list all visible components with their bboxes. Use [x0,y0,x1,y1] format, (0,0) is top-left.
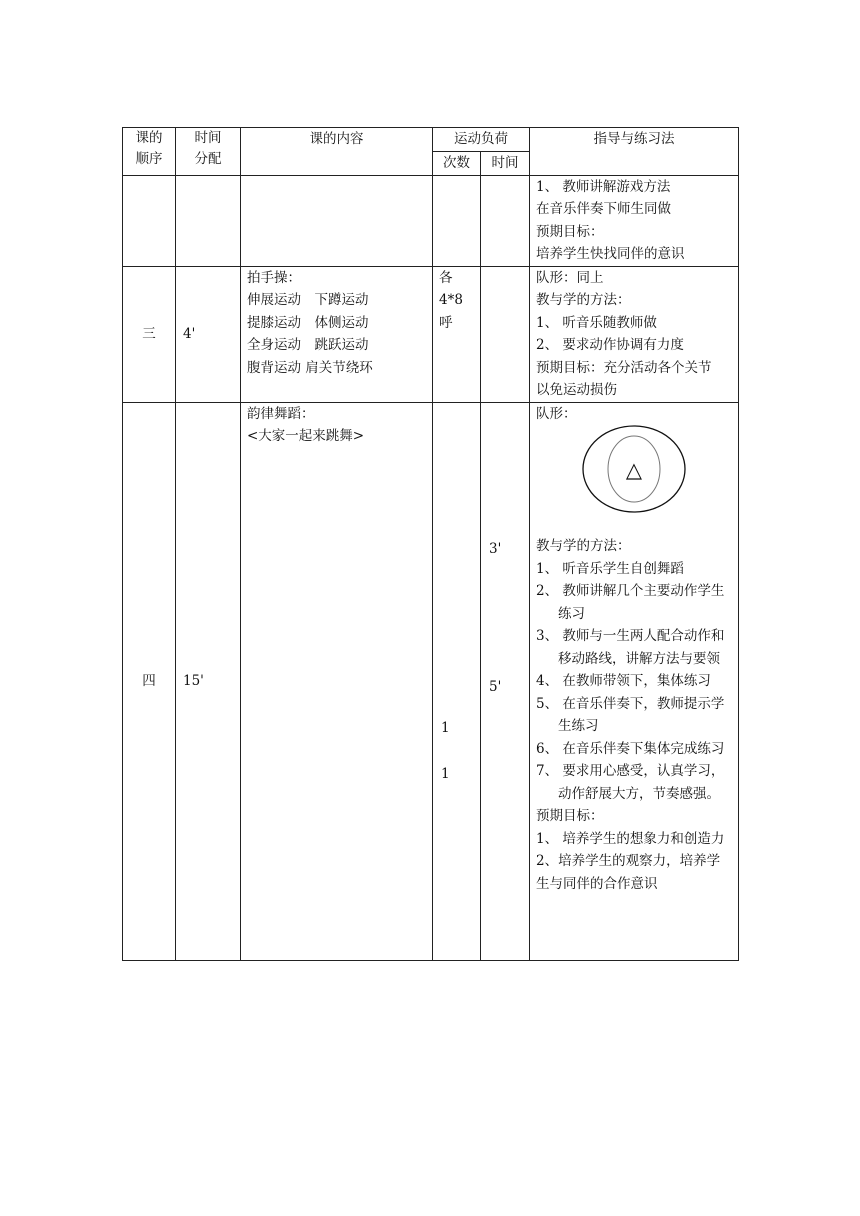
header-duration: 时间 [481,152,530,176]
lesson-plan-table [122,127,739,961]
formation-circles-icon [582,425,686,531]
header-row [123,128,739,152]
content-cell [241,175,433,266]
duration-cell [481,402,530,960]
count-cell: 各 4*8 呼 [433,266,481,402]
method-cell: 1、 教师讲解游戏方法 在音乐伴奏下师生同做 预期目标： 培养学生快找同伴的意识 [530,175,739,266]
header-time: 时间 分配 [176,128,241,176]
order-cell [123,175,176,266]
header-method: 指导与练习法 [530,128,739,176]
header-load: 运动负荷 [433,128,530,152]
method-cell: 队形：同上 教与学的方法： 1、 听音乐随教师做 2、 要求动作协调有力度 预期目标：充分活动各个关节 以免运动损伤 [530,266,739,402]
count-cell [433,402,481,960]
header-order: 课的 顺序 [123,128,176,176]
order-cell: 四 [123,402,176,960]
duration-cell [481,266,530,402]
table-row-4 [123,402,739,960]
time-cell: 15' [176,402,241,960]
header-count: 次数 [433,152,481,176]
method-cell: 队形： △ 教与学的方法： 1、 听音乐学生自创舞蹈 2、 教师讲解几个主要动作学生练习 3、 教师与一生两人配合动作和移动路线，讲解方法与要领 4、 在教师带领下，集体练习 5、 在音乐伴奏下，教师提示学生练习 6、 在音乐伴奏下集体完成练习 7、 要求用心感受，认真学习，动作舒展大方，节奏感强。 预期目标： 1、 培养学生的想象力和创造力 2、培养学生的观察力，培养学生与同伴的合作意识 [530,402,739,960]
duration-value: 5' [489,678,502,695]
teacher-triangle-icon: △ [625,458,643,482]
formation-label: 队形： [536,405,577,422]
time-cell [176,175,241,266]
header-content: 课的内容 [241,128,433,176]
duration-value: 3' [489,540,502,557]
content-cell: 韵律舞蹈： <大家一起来跳舞> [241,402,433,960]
count-cell [433,175,481,266]
count-value: 1 [441,719,450,736]
table-row-continued [123,175,739,266]
formation-diagram [536,425,732,535]
table-row-3 [123,266,739,402]
order-cell: 三 [123,266,176,402]
time-cell: 4' [176,266,241,402]
duration-cell [481,175,530,266]
content-cell: 拍手操： 伸展运动 下蹲运动 提膝运动 体侧运动 全身运动 跳跃运动 腹背运动 肩关节绕环 [241,266,433,402]
count-value: 1 [441,765,450,782]
